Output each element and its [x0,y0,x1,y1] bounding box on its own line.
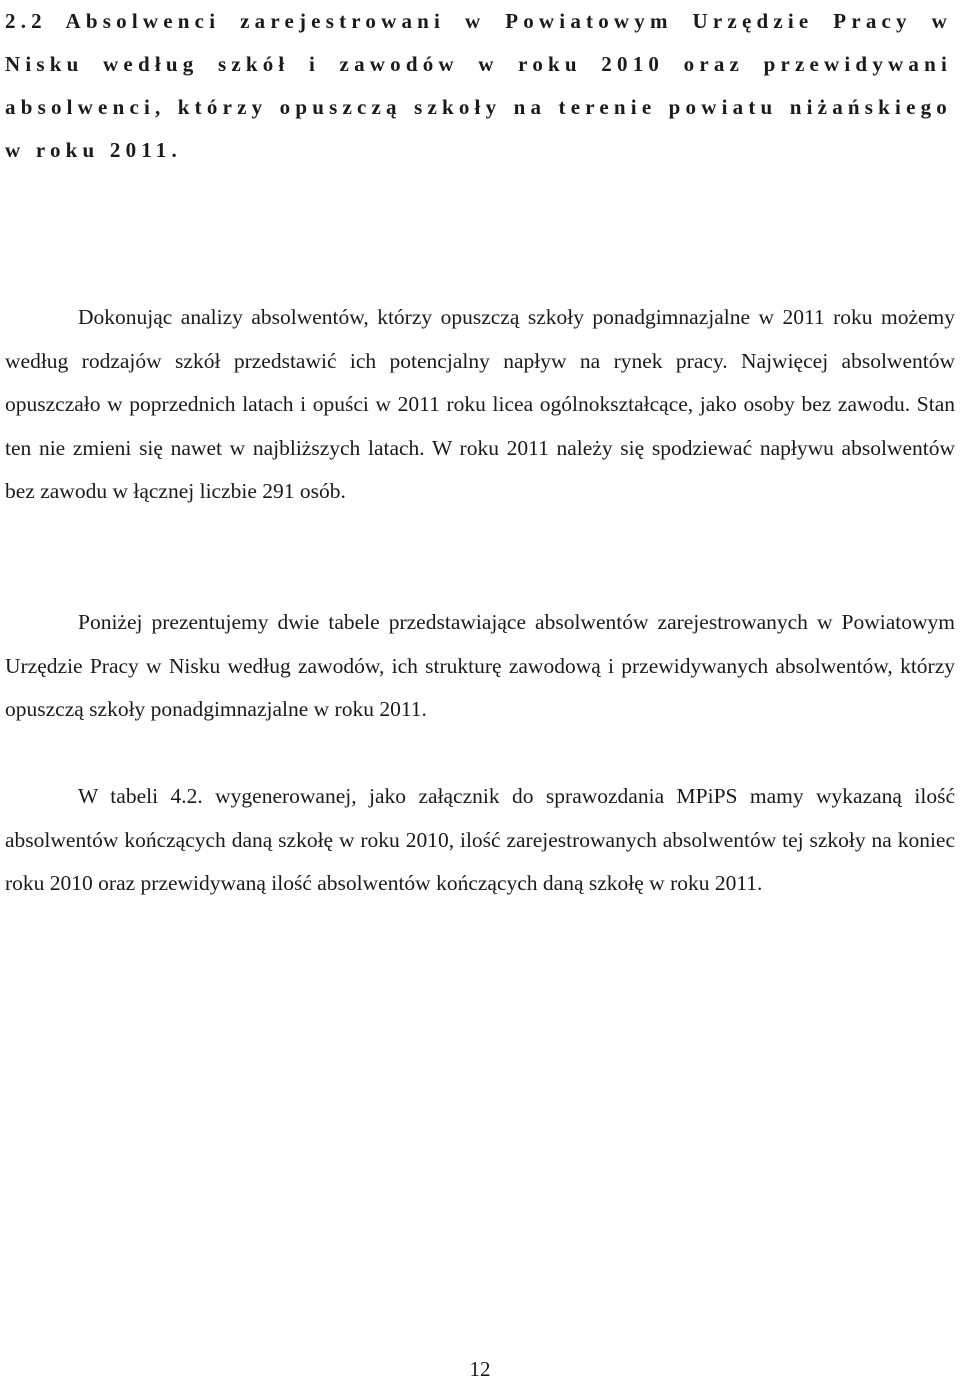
paragraph-tables-intro [5,601,955,732]
paragraph-table-4-2 [5,775,955,906]
paragraph-text: Poniżej prezentujemy dwie tabele przedstawiające absolwentów zarejestrowanych w Powiatowym Urzędzie Pracy w Nisku według zawodów, ich strukturę zawodową i przewidywanych absolwentów, którzy opuszczą szkoły ponadgimnazjalne w roku 2011. [5,610,955,721]
paragraph-text: Dokonując analizy absolwentów, którzy opuszczą szkoły ponadgimnazjalne w 2011 roku możemy według rodzajów szkół przedstawić ich potencjalny napływ na rynek pracy. Najwięcej absolwentów opuszczało w poprzednich latach i opuści w 2011 roku licea ogólnokształcące, jako osoby bez zawodu. Stan ten nie zmieni się nawet w najbliższych latach. W roku 2011 należy się spodziewać napływu absolwentów bez zawodu w łącznej liczbie 291 osób. [5,305,955,503]
page-number: 12 [469,1357,491,1381]
paragraph-text: W tabeli 4.2. wygenerowanej, jako załącznik do sprawozdania MPiPS mamy wykazaną ilość absolwentów kończących daną szkołę w roku 2010, ilość zarejestrowanych absolwentów tej szkoły na koniec roku 2010 oraz przewidywaną ilość absolwentów kończących daną szkołę w roku 2011. [5,784,955,895]
paragraph-analysis [5,296,955,514]
section-heading: 2.2 Absolwenci zarejestrowani w Powiatowym Urzędzie Pracy w Nisku według szkół i zawodów w roku 2010 oraz przewidywani absolwenci, którzy opuszczą szkoły na terenie powiatu niżańskiego w roku 2011. [5,9,952,162]
